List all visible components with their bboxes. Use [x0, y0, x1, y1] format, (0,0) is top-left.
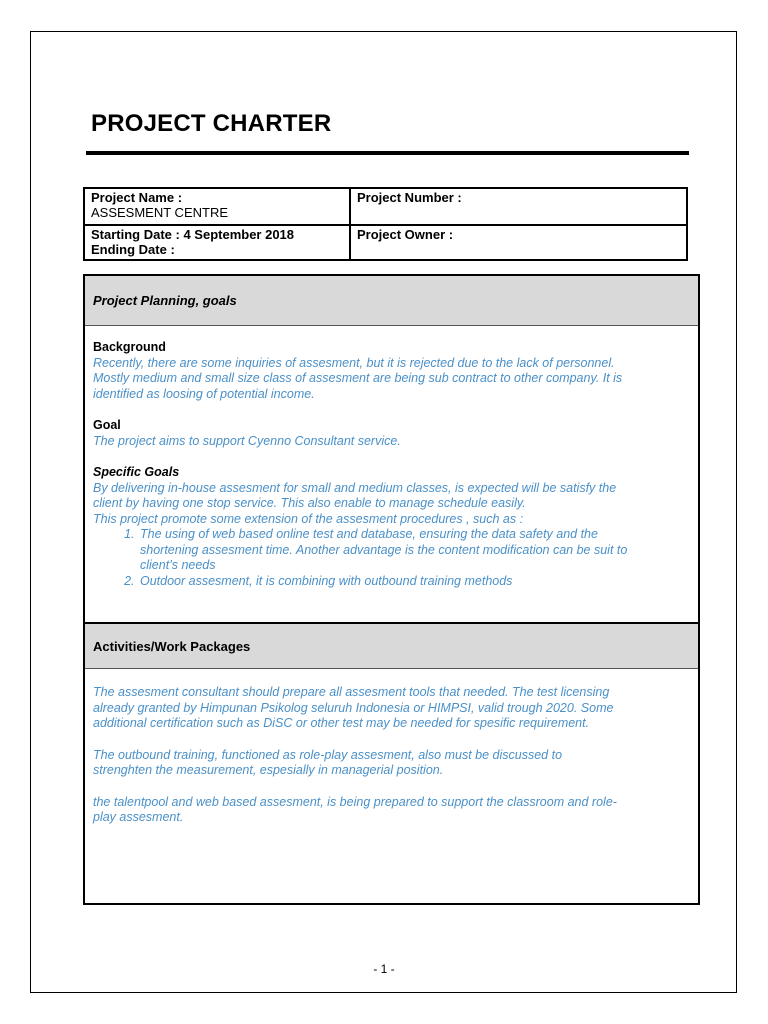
activities-paragraph: The assesment consultant should prepare all assesment tools that needed. The test licensing already granted by Himpunan Psikolog seluruh Indonesia or HIMPSI, valid trough 2020. Some additional certification such as DiSC or other test may be needed for spesific requirement. [93, 685, 614, 730]
page-title: PROJECT CHARTER [91, 110, 332, 137]
project-number-label: Project Number : [357, 190, 462, 205]
info-row [84, 225, 687, 260]
page-number: - 1 - [373, 962, 395, 976]
planning-section [83, 274, 700, 624]
planning-body [85, 326, 698, 589]
goal-text: The project aims to support Cyenno Consultant service. [93, 433, 401, 448]
activities-paragraph: The outbound training, functioned as role-play assesment, also must be discussed to strenghten the measurement, espesially in managerial position. [93, 747, 563, 777]
background-text: Recently, there are some inquiries of assesment, but it is rejected due to the lack of personnel. Mostly medium and small size class of assesment are being sub contract to other company. It is identified as loosing of potential income. [93, 355, 623, 401]
activities-heading: Activities/Work Packages [85, 622, 698, 669]
planning-heading: Project Planning, goals [85, 274, 698, 326]
background-label: Background [93, 340, 166, 354]
project-number-cell [350, 188, 687, 225]
title-divider [86, 151, 689, 155]
starting-date: Starting Date : 4 September 2018 [91, 227, 295, 242]
activities-body [85, 669, 698, 826]
project-name-value: ASSESMENT CENTRE [91, 205, 229, 220]
project-name-cell [84, 188, 350, 225]
specific-goals-label: Specific Goals [93, 465, 180, 479]
goal-label: Goal [93, 418, 121, 432]
project-owner-label: Project Owner : [357, 227, 454, 242]
list-item: 1. The using of web based online test and database, ensuring the data safety and the shortening assesment time. Another advantage is the content modification can be suit to client’s needs [138, 527, 630, 574]
project-owner-cell [350, 225, 687, 260]
project-info-table [83, 187, 688, 261]
specific-goals-text: By delivering in-house assesment for small and medium classes, is expected will be satisfy the client by having one stop service. This also enable to manage schedule easily. [93, 480, 617, 510]
info-row [84, 188, 687, 225]
extension-text: This project promote some extension of the assesment procedures , such as : [93, 511, 524, 526]
activities-paragraph: the talentpool and web based assesment, is being prepared to support the classroom and role-play assesment. [93, 794, 617, 824]
project-name-label: Project Name : [91, 190, 183, 205]
dates-cell [84, 225, 350, 260]
activities-section [83, 622, 700, 905]
procedures-list [93, 527, 690, 589]
ending-date: Ending Date : [91, 242, 175, 257]
list-item: 2. Outdoor assesment, it is combining with outbound training methods [138, 574, 690, 590]
